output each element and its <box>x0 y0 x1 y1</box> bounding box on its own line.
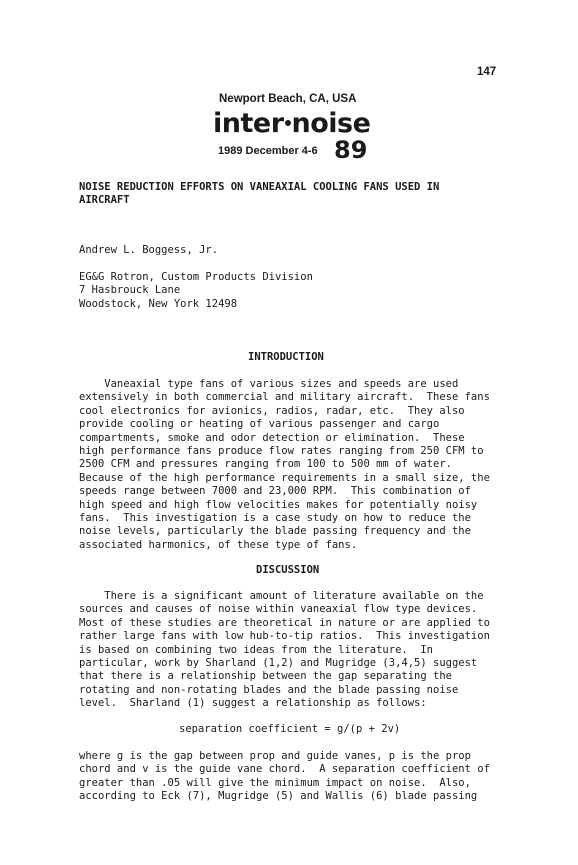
discussion-heading: DISCUSSION <box>256 564 320 576</box>
conference-location: Newport Beach, CA, USA <box>219 93 357 105</box>
conference-year: 89 <box>334 136 368 164</box>
paper-title: NOISE REDUCTION EFFORTS ON VANEAXIAL COOLING FANS USED IN AIRCRAFT <box>79 181 440 207</box>
separation-coefficient-equation: separation coefficient = g/(p + 2v) <box>179 723 401 735</box>
conference-logo-left: inter <box>213 108 284 139</box>
author-name: Andrew L. Boggess, Jr. <box>79 244 219 256</box>
introduction-body: Vaneaxial type fans of various sizes and speeds are used extensively in both commercial and military aircraft. These fans cool electronics for avionics, radios, radar, etc. They also provide cooling or heating of various passenger and cargo compartments, smoke and odor detection or elimination. These high performance fans produce flow rates ranging from 250 CFM to 2500 CFM and pressures ranging from 100 to 500 mm of water. Because of the high performance requirements in a small size, the speeds range between 7000 and 23,000 RPM. This combination of high speed and high flow velocities makes for potentially noisy fans. This investigation is a case study on how to reduce the noise levels, particularly the blade passing frequency and the associated harmonics, of these type of fans. <box>79 378 490 551</box>
conference-logo-right: noise <box>291 108 371 139</box>
logo-dot <box>285 120 291 126</box>
discussion-body: There is a significant amount of literature available on the sources and causes of noise within vaneaxial flow type devices. Most of these studies are theoretical in nature or are applied to rather large fans with low hub-to-tip ratios. This investigation is based on combining two ideas from the literature. In particular, work by Sharland (1,2) and Mugridge (3,4,5) suggest that there is a relationship between the gap separating the rotating and non-rotating blades and the blade passing noise level. Sharland (1) suggest a relationship as follows: <box>79 590 490 710</box>
conference-dates: 1989 December 4-6 <box>218 145 318 157</box>
author-affiliation: EG&G Rotron, Custom Products Division 7 Hasbrouck Lane Woodstock, New York 12498 <box>79 271 313 310</box>
page-number: 147 <box>477 66 497 78</box>
introduction-heading: INTRODUCTION <box>248 351 324 363</box>
discussion-body-continued: where g is the gap between prop and guide vanes, p is the prop chord and v is the guide vane chord. A separation coefficient of greater than .05 will give the minimum impact on noise. Also, according to Eck (7), Mugridge (5) and Wallis (6) blade passing <box>79 750 490 803</box>
